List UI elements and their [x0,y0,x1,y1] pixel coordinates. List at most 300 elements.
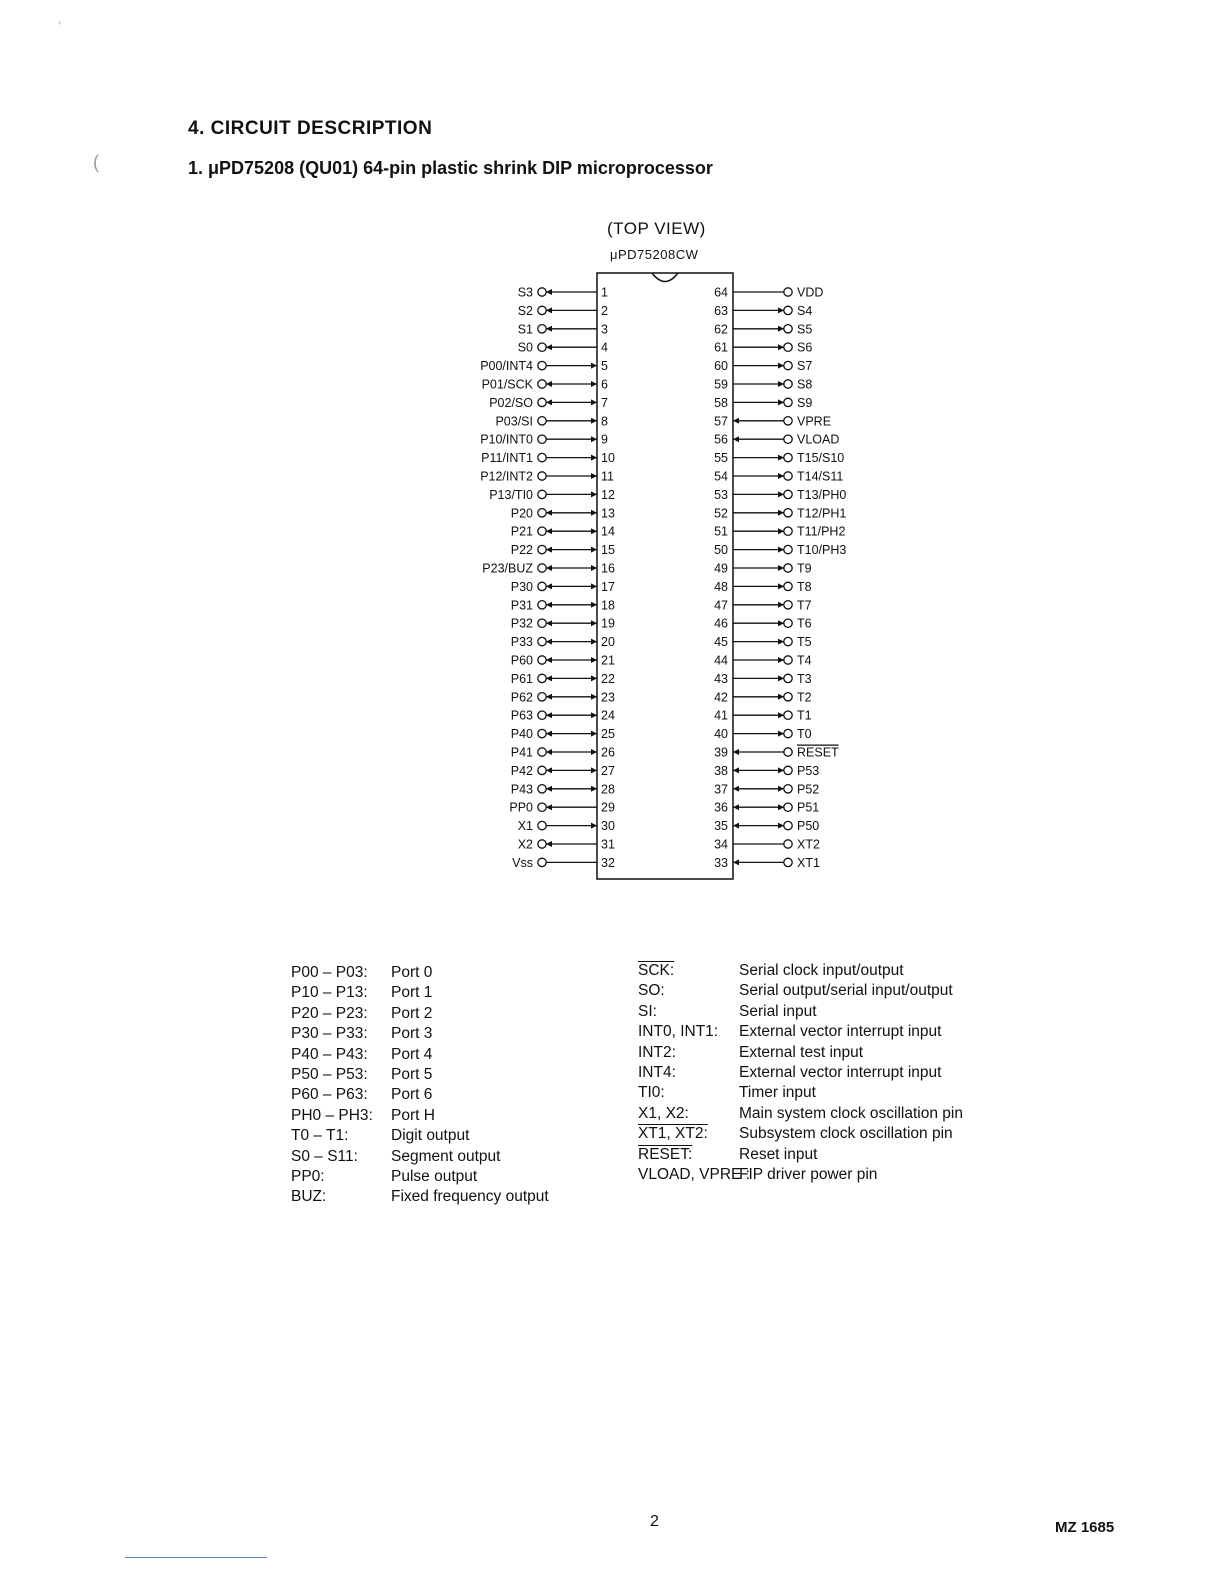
pin-arrow [778,823,784,829]
pin-16 [482,562,615,576]
pin-name: PP0 [509,800,533,815]
pin-terminal [784,858,792,866]
pin-number: 22 [601,671,615,686]
pin-terminal [538,729,546,737]
pin-10 [481,451,615,465]
pin-terminal [784,693,792,701]
pin-terminal [538,306,546,314]
pin-name: T2 [797,690,812,705]
pin-name: P23/BUZ [482,561,533,576]
pin-name: T9 [797,561,812,576]
legend-term: P50 – P53: [291,1066,368,1083]
pin-number: 10 [601,451,615,466]
legend-description: Port 3 [391,1025,433,1043]
pin-number: 62 [714,322,728,337]
pin-arrow [778,675,784,681]
pin-60 [714,359,812,373]
pin-30 [518,819,615,833]
pin-11 [480,470,614,484]
footer-rule [125,1557,267,1558]
pin-34 [714,838,820,852]
pin-terminal [538,693,546,701]
pin-8 [495,414,608,428]
pin-name: S9 [797,395,813,410]
pin-arrow [591,491,597,497]
pin-arrow [546,804,552,810]
pin-arrow [546,657,552,663]
legend-description: Port 6 [391,1086,433,1104]
pin-45 [714,635,812,649]
pin-name: P20 [510,506,533,521]
pin-29 [509,801,615,815]
legend-term: P40 – P43: [291,1045,368,1063]
pin-name: P13/TI0 [489,487,533,502]
pin-38 [714,764,819,778]
pin-arrow [733,859,739,865]
pin-number: 50 [714,543,728,558]
pin-arrow [778,473,784,479]
pin-arrow [778,602,784,608]
scan-speck: , [58,12,62,26]
pin-number: 29 [601,800,615,815]
pin-number: 30 [601,819,615,834]
pin-arrow [591,602,597,608]
pin-number: 11 [601,469,614,484]
pin-terminal [538,821,546,829]
pin-number: 12 [601,487,615,502]
pin-arrow [778,510,784,516]
pin-number: 15 [601,543,615,558]
pin-terminal [784,601,792,609]
pin-7 [489,396,608,410]
pin-name: P11/INT1 [481,451,533,466]
pin-arrow [778,583,784,589]
pin-arrow [546,399,552,405]
pin-20 [511,635,615,649]
pin-name: P63 [510,708,533,723]
pin-name: P22 [510,543,533,558]
legend-description: Reset input [739,1145,818,1163]
pin-number: 2 [601,303,608,318]
pin-arrow [546,841,552,847]
legend-term: BUZ: [291,1188,327,1206]
legend-description: Serial output/serial input/output [739,982,953,1000]
pin-arrow [546,602,552,608]
legend-term: INT0, INT1: [638,1023,719,1041]
pin-46 [714,617,812,631]
pin-57 [714,414,831,428]
pin-number: 8 [601,414,608,429]
pin-name: S8 [797,377,813,392]
pin-arrow [733,418,739,424]
pin-number: 59 [714,377,728,392]
pin-arrow [591,436,597,442]
legend-term: P10 – P13: [291,984,368,1002]
pin-terminal [538,803,546,811]
pin-name: P03/SI [495,414,533,429]
pin-terminal [538,582,546,590]
pin-arrow [546,344,552,350]
pin-name: VLOAD [797,432,840,447]
pin-name: P52 [797,782,820,797]
pin-number: 23 [601,690,615,705]
legend-term: T0 – T1: [291,1127,349,1145]
pin-arrow [546,565,552,571]
pin-13 [511,506,615,520]
pin-name: P40 [510,727,533,742]
pin-number: 7 [601,395,608,410]
pin-arrow [778,307,784,313]
pin-terminal [538,601,546,609]
pin-number: 31 [601,837,615,852]
pin-number: 37 [714,782,728,797]
pin-arrow [546,767,552,773]
pin-arrow [591,455,597,461]
pin-arrow [778,491,784,497]
pin-terminal [538,472,546,480]
pin-terminal [784,361,792,369]
pin-arrow [546,528,552,534]
pin-terminal [784,564,792,572]
pin-arrow [778,731,784,737]
pin-arrow [546,289,552,295]
legend-description: External test input [739,1043,864,1061]
pin-terminal [538,453,546,461]
pin-terminal [784,785,792,793]
pin-arrow [546,675,552,681]
pin-terminal [538,325,546,333]
pin-49 [714,562,812,576]
pin-15 [511,543,615,557]
pin-arrow [591,381,597,387]
pin-arrow [778,712,784,718]
pin-number: 6 [601,377,608,392]
pin-12 [489,488,615,502]
pin-terminal [538,637,546,645]
pin-number: 51 [714,524,728,539]
pin-name: P31 [510,598,533,613]
pin-terminal [784,325,792,333]
part-number: μPD75208CW [610,247,699,262]
pin-number: 14 [601,524,615,539]
pin-number: 46 [714,616,728,631]
chip-body [597,273,733,879]
pin-arrow [591,694,597,700]
pin-name: P10/INT0 [480,432,533,447]
pin-name: P32 [510,616,533,631]
pin-name: T14/S11 [797,469,844,484]
pin-name: T12/PH1 [797,506,847,521]
pin-name: P42 [510,763,533,778]
pin-arrow [778,363,784,369]
legend-description: FIP driver power pin [739,1166,878,1183]
pin-1 [518,286,608,300]
pin-4 [518,341,608,355]
pin-arrow [591,620,597,626]
pin-arrow [591,399,597,405]
pin-5 [480,359,608,373]
pin-number: 56 [714,432,728,447]
pin-name: T5 [797,635,812,650]
pin-name: T15/S10 [797,451,845,466]
legend-term: INT2: [638,1043,676,1061]
pin-number: 27 [601,763,615,778]
pin-42 [714,690,812,704]
pin-name: S3 [517,285,533,300]
pin-number: 54 [714,469,728,484]
pin-arrow [778,547,784,553]
pin-name: XT1 [797,855,820,870]
pin-3 [518,322,608,336]
pin-52 [714,506,846,520]
pin-terminal [784,674,792,682]
pin-number: 35 [714,819,728,834]
pin-terminal [784,545,792,553]
pin-9 [480,433,608,447]
legend-description: External vector interrupt input [739,1023,942,1041]
pin-arrow [546,749,552,755]
pin-terminal [784,288,792,296]
legend-term: SI: [638,1002,657,1020]
pin-name: XT2 [797,837,820,852]
pin-number: 9 [601,432,608,447]
pin-name: T4 [797,653,812,668]
legend-description: Subsystem clock oscillation pin [739,1125,953,1143]
pin-name: P30 [510,579,533,594]
pin-name: P33 [510,635,533,650]
pin-name: RESET [797,745,839,760]
pin-arrow [591,510,597,516]
pin-36 [714,801,819,815]
pin-name: S1 [517,322,533,337]
pin-14 [511,525,615,539]
legend-term: SCK: [638,962,675,979]
pin-number: 38 [714,763,728,778]
pin-arrow [546,694,552,700]
pin-arrow [546,786,552,792]
pin-arrow [778,620,784,626]
pin-arrow [778,528,784,534]
legend-description: Port 1 [391,984,433,1002]
legend-description: Segment output [391,1147,501,1165]
section-title: 4. CIRCUIT DESCRIPTION [188,118,433,139]
legend-term: VLOAD, VPRE : [638,1166,750,1183]
pin-50 [714,543,846,557]
pin-31 [518,838,615,852]
pin-number: 48 [714,579,728,594]
legend-description: Fixed frequency output [391,1188,549,1206]
pin-terminal [538,288,546,296]
pin-number: 39 [714,745,728,760]
legend-term: SO: [638,982,665,1000]
pin-name: P60 [510,653,533,668]
pin-terminal [784,472,792,480]
pin-terminal [784,306,792,314]
pin-59 [714,378,812,392]
pin-arrow [778,399,784,405]
pin-terminal [538,398,546,406]
legend-term: P60 – P63: [291,1086,368,1104]
pin-terminal [784,840,792,848]
pin-name: P02/SO [489,395,533,410]
pin-62 [714,322,812,336]
pin-terminal [784,435,792,443]
pin-arrow [733,804,739,810]
pin-terminal [538,417,546,425]
pin-name: VDD [797,285,824,300]
pin-6 [482,378,608,392]
pin-23 [511,690,615,704]
legend-term: X1, X2: [638,1104,689,1122]
pin-18 [511,598,615,612]
pin-arrow [591,731,597,737]
view-label: (TOP VIEW) [607,219,706,238]
pin-arrow [546,639,552,645]
pin-40 [714,727,812,741]
pin-terminal [784,509,792,517]
pin-number: 32 [601,855,615,870]
pin-arrow [591,823,597,829]
pin-name: S7 [797,359,813,374]
pin-61 [714,341,812,355]
pin-number: 26 [601,745,615,760]
pin-17 [511,580,615,594]
pin-arrow [778,455,784,461]
pin-terminal [784,398,792,406]
pin-number: 21 [601,653,615,668]
pin-terminal [538,711,546,719]
pin-name: P53 [797,763,820,778]
pin-arrow [546,547,552,553]
legend-term: INT4: [638,1064,676,1081]
pin-terminal [538,509,546,517]
page-number: 2 [650,1513,659,1530]
pin-arrow [778,657,784,663]
pin-number: 16 [601,561,615,576]
pin-arrow [778,381,784,387]
left-pin-group [480,286,615,870]
pin-name: S2 [517,303,533,318]
pin-terminal [538,361,546,369]
pin-63 [714,304,812,318]
pin-terminal [784,656,792,664]
pin-arrow [733,767,739,773]
pin-number: 43 [714,671,728,686]
pin-number: 49 [714,561,728,576]
pin-arrow [591,418,597,424]
legend-description: Serial input [739,1002,817,1020]
pin-arrow [546,583,552,589]
right-pin-group [714,286,846,870]
pin-number: 61 [714,340,728,355]
pin-terminal [784,582,792,590]
pin-number: 44 [714,653,728,668]
pin-terminal [784,748,792,756]
pin-arrow [591,583,597,589]
pin-name: P21 [510,524,533,539]
pin-arrow [778,565,784,571]
pin-27 [511,764,615,778]
pin-arrow [591,473,597,479]
pin-terminal [784,417,792,425]
pin-arrow [733,436,739,442]
pin-53 [714,488,846,502]
pin-19 [511,617,615,631]
subsection-title: 1. μPD75208 (QU01) 64-pin plastic shrink DIP microprocessor [188,158,713,178]
pin-28 [511,782,615,796]
pin-terminal [784,380,792,388]
pin-arrow [778,804,784,810]
pin-name: S4 [797,303,813,318]
legend-description: Pulse output [391,1168,478,1185]
pin-terminal [784,766,792,774]
pin-name: T10/PH3 [797,543,847,558]
pin-number: 64 [714,285,728,300]
pin-48 [714,580,812,594]
pin-24 [511,709,615,723]
pin-name: T3 [797,671,812,686]
pin-number: 20 [601,635,615,650]
pin-43 [714,672,812,686]
pin-51 [714,525,845,539]
pin-name: P41 [510,745,533,760]
pin-arrow [591,639,597,645]
pin-arrow [591,712,597,718]
pin-number: 58 [714,395,728,410]
pin-number: 60 [714,359,728,374]
pin-arrow [591,675,597,681]
pin-arrow [591,565,597,571]
pin-terminal [538,674,546,682]
legend-description: Port H [391,1106,435,1124]
legend-description: Port 0 [391,964,433,981]
pin-name: P51 [797,800,820,815]
pin-number: 17 [601,579,615,594]
pin-terminal [784,711,792,719]
pin-58 [714,396,812,410]
legend-description: Digit output [391,1127,470,1145]
pin-terminal [784,527,792,535]
pin-name: T13/PH0 [797,487,847,502]
pin-number: 45 [714,635,728,650]
pin-number: 34 [714,837,728,852]
pin-41 [714,709,812,723]
pin-number: 1 [601,285,608,300]
pin-name: T11/PH2 [797,524,846,539]
pin-arrow [591,786,597,792]
pin-name: T0 [797,727,812,742]
pin-name: T8 [797,579,812,594]
pin-name: P61 [510,671,533,686]
pin-number: 40 [714,727,728,742]
pin-name: S5 [797,322,813,337]
pin-arrow [591,528,597,534]
pin-name: P43 [510,782,533,797]
pin-terminal [538,490,546,498]
legend-term: P20 – P23: [291,1004,368,1022]
pin-terminal [538,748,546,756]
pin-name: Vss [512,855,533,870]
pin-number: 33 [714,855,728,870]
pin-arrow [778,694,784,700]
pin-arrow [778,639,784,645]
pin-32 [512,856,615,870]
pin-terminal [538,343,546,351]
pin-terminal [538,785,546,793]
pin-terminal [538,435,546,443]
pin-terminal [784,343,792,351]
pin-37 [714,782,819,796]
